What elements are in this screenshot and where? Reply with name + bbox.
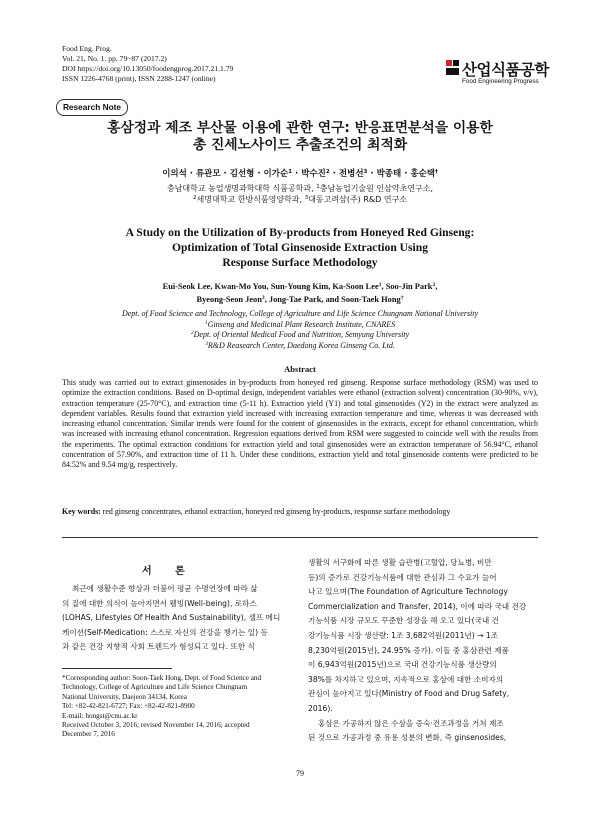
body-line: 의 질에 대한 의식이 높아지면서 웰빙(Well-being), 로하스	[62, 598, 257, 608]
journal-volume: Vol. 21, No. 1. pp. 79~87 (2017.2)	[62, 54, 167, 63]
english-affiliation-line: $^1$Ginseng and Medicinal Plant Research Institute, CNARES	[204, 319, 396, 329]
abstract-heading: Abstract	[284, 364, 316, 374]
korean-affiliations	[0, 183, 600, 205]
body-line: 2016).	[308, 703, 333, 713]
korean-affiliation-line: 충남대학교 농업생명과학대학 식품공학과, $^1$충남농업기술원 인삼약초연구소,	[166, 184, 434, 193]
research-note-badge: Research Note	[56, 99, 128, 116]
journal-logo	[446, 58, 550, 90]
english-authors	[0, 280, 600, 306]
body-line: 홍삼은 가공하지 않은 수삼을 증숙·건조과정을 거쳐 제조	[318, 718, 504, 728]
abstract-text: This study was carried out to extract ginsenosides in by-products from honeyed red ginseng. Response surface methodology (RSM) was used to optimize the extraction conditions. Based on D-optimal design, independent variables were ethanol (extraction solvent) concentration (30-90%, v/v), extraction temperature (25-70°C), and extraction time (5-11 h). Extraction yield (Y1) and total ginsenosides (Y2) in the extract were analyzed as dependent variables. Results found that extraction yield increased with increasing extraction temperature and time, whereas it was decreased with increasing ethanol concentration. Similar trends were found for the content of ginsenosides in the extracts, except for ethanol concentration, which was increased with increasing ethanol concentration. Regression equations derived from RSM were suggested to coincide well with the results from the experiments. The optimal extraction conditions for extraction yield and total ginsenosides were an extraction temperature of 56.94°C, ethanol concentration of 57.90%, and extraction time of 11 h. Under these conditions, extraction yield and total ginsenoside contents were predicted to be 84.52% and 9.54 mg/g, respectively.	[62, 378, 538, 469]
english-affiliations	[0, 309, 600, 351]
korean-authors: 이의석 · 류관모 · 김선형 · 이가순$^1$ · 박수진$^2$ · 전병선$^3$ · 박종태 · 홍순택†	[162, 169, 438, 179]
body-line: 최근에 생활수준 향상과 더불어 평균 수명연장에 따라 삶	[72, 584, 258, 593]
english-authors-line: Byeong-Seon Jeon$^3$, Jong-Tae Park, and Soon-Taek Hong†	[196, 295, 404, 304]
korean-title	[0, 120, 600, 154]
keywords-list: red ginseng concentrates, ethanol extraction, honeyed red ginseng by-products, response surface methodology	[100, 507, 451, 516]
footnote	[62, 674, 292, 740]
right-column-body	[308, 556, 540, 746]
journal-doi: DOI https://doi.org/10.13050/foodengprog.2017.21.1.79	[62, 64, 234, 73]
footnote-line: Technology, College of Agriculture and Life Science Chungnam	[62, 683, 248, 692]
body-line: 생활의 서구화에 따른 생활 습관병(고혈압, 당뇨병, 비만	[308, 558, 492, 567]
body-line: 강기능식품 시장 생산량: 1조 3,682억원(2011년) → 1조	[308, 630, 499, 640]
page-number: 79	[296, 769, 304, 778]
journal-meta	[62, 44, 233, 84]
footnote-divider	[62, 668, 172, 669]
english-title	[0, 225, 600, 270]
english-affiliation-line: Dept. of Food Science and Technology, College of Agriculture and Life Science Chungnam National University	[121, 309, 479, 318]
body-line: 8,230억원(2015년), 24.95% 증가). 이들 중 홍삼관련 제품	[308, 645, 509, 655]
footnote-line: Received October 3, 2016; revised November 14, 2016; accepted	[62, 721, 250, 730]
keywords	[62, 507, 538, 517]
body-line: 기능식품 시장 규모도 꾸준한 성장을 해 오고 있다(국내 건	[308, 616, 499, 626]
body-line: 관심이 높아지고 있다(Ministry of Food and Drug Safety,	[308, 689, 510, 699]
journal-issn: ISSN 1226-4768 (print), ISSN 2288-1247 (online)	[62, 74, 216, 83]
english-authors-line: Eui-Seok Lee, Kwan-Mo You, Sun-Young Kim, Ka-Soon Lee$^1$, Soo-Jin Park$^2$,	[162, 282, 438, 291]
footnote-line: Tel: +82-42-821-6727; Fax: +82-42-821-8900	[62, 702, 195, 711]
footnote-line: National University, Daejeon 34134, Korea	[62, 692, 187, 701]
section-heading-introduction: 서 론	[142, 566, 195, 577]
body-line: 나고 있으며(The Foundation of Agriculture Technology	[308, 587, 508, 597]
keywords-label: Key words:	[62, 507, 101, 516]
logo-mark-icon	[446, 60, 460, 76]
english-affiliation-line: $^2$Dept. of Oriental Medical Food and Nutrition, Semyung University	[190, 330, 410, 340]
left-column-body	[62, 582, 294, 655]
body-line: 케이션(Self-Medication: 스스로 자신의 건강을 챙기는 일) 등	[62, 627, 268, 637]
body-line: 된 것으로 가공과정 중 유용 성분의 변화, 즉 ginsenosides,	[308, 733, 507, 743]
body-line: 등)의 증가로 건강기능식품에 대한 관심과 그 수요가 늘어	[308, 572, 497, 582]
english-title-line: A Study on the Utilization of By-products from Honeyed Red Ginseng:	[125, 226, 475, 239]
logo-subtitle: Food Engineering Progress	[462, 78, 539, 85]
english-title-line: Optimization of Total Ginsenoside Extraction Using	[171, 241, 429, 254]
footnote-line: December 7, 2016	[62, 730, 115, 739]
english-affiliation-line: $^3$R&D Reasearch Center, Daedong Korea Ginseng Co. Ltd.	[205, 340, 395, 350]
korean-title-line: 총 진세노사이드 추출조건의 최적화	[192, 137, 408, 153]
korean-title-line: 홍삼정과 제조 부산물 이용에 관한 연구: 반응표면분석을 이용한	[107, 120, 493, 136]
body-line: Commercialization and Transfer, 2014), 이에 따라 국내 건강	[308, 601, 527, 611]
logo-brand: 산업식품공학	[462, 61, 549, 79]
body-line: 38%를 차지하고 있으며, 지속적으로 홍삼에 대한 소비자의	[308, 674, 504, 684]
body-line: (LOHAS, Lifestyles Of Health And Sustainability), 셀프 메디	[62, 613, 281, 623]
footnote-line: E-mail: hongst@cnu.ac.kr	[62, 711, 138, 720]
abstract-divider	[62, 537, 538, 538]
body-line: 과 같은 건강 지향적 사회 트렌드가 형성되고 있다. 또한 식	[62, 642, 255, 652]
footnote-line: *Corresponding author: Soon-Taek Hong, Dept. of Food Science and	[62, 674, 262, 682]
english-title-line: Response Surface Methodology	[222, 256, 378, 269]
korean-affiliation-line: $^2$세명대학교 한방식품영양학과, $^3$대동고려삼(주) R&D 연구소	[192, 195, 408, 204]
journal-name: Food Eng. Prog.	[62, 44, 112, 53]
body-line: 이 6,943억원(2015년)으로 국내 건강기능식품 생산량의	[308, 660, 497, 670]
